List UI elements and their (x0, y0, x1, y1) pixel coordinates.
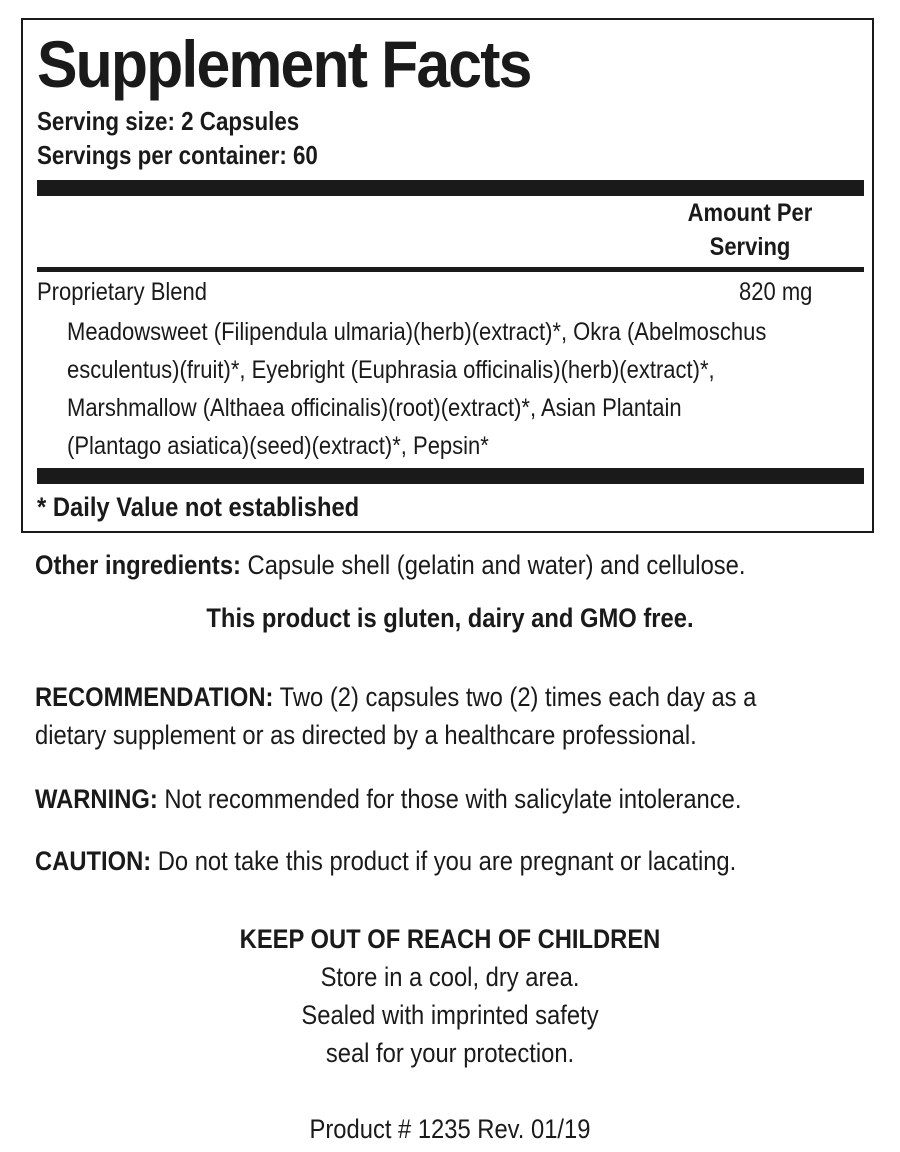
blend-amount: 820 mg (738, 278, 812, 306)
keep-out-heading: KEEP OUT OF REACH OF CHILDREN (239, 924, 661, 954)
panel-title: Supplement Facts (37, 27, 531, 101)
serving-size: Serving size: 2 Capsules (37, 106, 300, 136)
ingredient-line: (Plantago asiatica)(seed)(extract)*, Pepsin* (67, 432, 489, 460)
storage-line: Sealed with imprinted safety (301, 1000, 599, 1030)
amount-per-serving-header (680, 196, 821, 264)
blend-name: Proprietary Blend (37, 278, 207, 306)
storage-block (54, 920, 846, 1072)
servings-per-container: Servings per container: 60 (37, 140, 318, 170)
other-ingredients-text: Capsule shell (gelatin and water) and cellulose. (240, 550, 746, 580)
ingredient-line: Meadowsweet (Filipendula ulmaria)(herb)(extract)*, Okra (Abelmoschus (67, 318, 767, 346)
caution-label: CAUTION: (35, 846, 152, 876)
recommendation (35, 678, 827, 754)
recommendation-line2: dietary supplement or as directed by a healthcare professional. (35, 720, 697, 750)
warning-label: WARNING: (35, 784, 158, 814)
storage-line: Store in a cool, dry area. (320, 962, 580, 992)
daily-value-footnote: * Daily Value not established (37, 492, 360, 522)
amount-header-line2: Serving (709, 233, 791, 261)
warning-text: Not recommended for those with salicylate intolerance. (157, 784, 742, 814)
divider-medium (37, 267, 864, 272)
blend-ingredients (67, 313, 841, 465)
warning (35, 780, 827, 818)
divider-thick-top (37, 180, 864, 196)
storage-line: seal for your protection. (325, 1038, 575, 1068)
divider-thick-bottom (37, 468, 864, 484)
free-from-statement: This product is gluten, dairy and GMO free. (206, 603, 694, 633)
recommendation-line1: Two (2) capsules two (2) times each day as a (273, 682, 757, 712)
product-number: Product # 1235 Rev. 01/19 (309, 1114, 591, 1144)
ingredient-line: esculentus)(fruit)*, Eyebright (Euphrasia officinalis)(herb)(extract)*, (67, 356, 715, 384)
caution (35, 842, 827, 880)
supplement-facts-panel (21, 18, 874, 533)
caution-text: Do not take this product if you are pregnant or lacating. (151, 846, 737, 876)
amount-header-line1: Amount Per (687, 199, 813, 227)
other-ingredients-label: Other ingredients: (35, 550, 241, 580)
ingredient-line: Marshmallow (Althaea officinalis)(root)(extract)*, Asian Plantain (67, 394, 682, 422)
other-ingredients (35, 546, 827, 584)
recommendation-label: RECOMMENDATION: (35, 682, 274, 712)
